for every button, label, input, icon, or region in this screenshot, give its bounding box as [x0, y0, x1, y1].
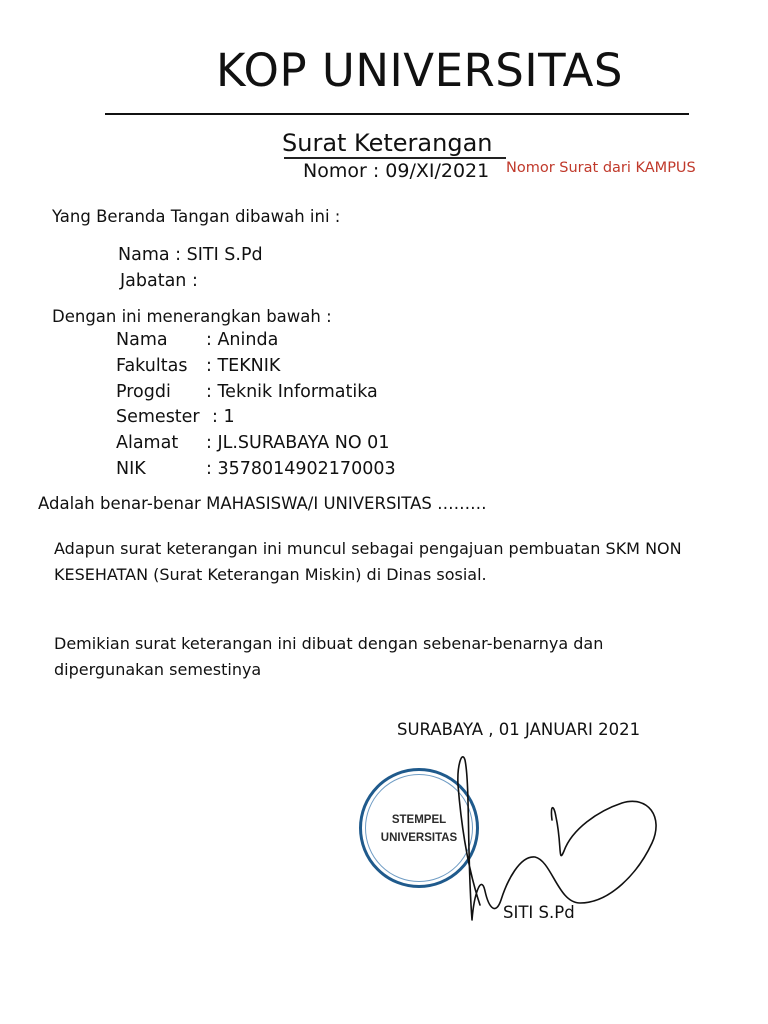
field-value-alamat: : JL.SURABAYA NO 01 [206, 433, 390, 453]
signatory-intro: Yang Beranda Tangan dibawah ini : [52, 207, 341, 226]
field-value-semester: : 1 [212, 407, 235, 427]
student-intro: Dengan ini menerangkan bawah : [52, 307, 332, 326]
stamp-text: STEMPEL UNIVERSITAS [380, 814, 458, 844]
field-row-nik [116, 459, 436, 483]
field-label-nama: Nama [116, 330, 168, 350]
field-row-fakultas [116, 356, 436, 380]
field-row-alamat [116, 433, 436, 457]
field-value-nik: : 3578014902170003 [206, 459, 396, 479]
field-value-fakultas: : TEKNIK [206, 356, 281, 376]
field-row-semester [116, 407, 436, 431]
field-value-progdi: : Teknik Informatika [206, 382, 378, 402]
document-title: Surat Keterangan [282, 129, 493, 157]
statement-line: Adalah benar-benar MAHASISWA/I UNIVERSITAS ……… [38, 494, 487, 513]
signatory-name: Nama : SITI S.Pd [118, 245, 263, 265]
place-and-date: SURABAYA , 01 JANUARI 2021 [397, 720, 641, 739]
document-number: Nomor : 09/XI/2021 [303, 160, 490, 182]
letterhead-rule [105, 113, 689, 115]
field-label-semester: Semester [116, 407, 200, 427]
signatory-position: Jabatan : [120, 271, 198, 291]
closing-paragraph: Demikian surat keterangan ini dibuat dengan sebenar-benarnya dan dipergunakan semestinya [54, 634, 604, 679]
letterhead-title: KOP UNIVERSITAS [216, 44, 623, 97]
field-row-progdi [116, 382, 436, 406]
document-number-note: Nomor Surat dari KAMPUS [506, 160, 696, 176]
field-value-nama: : Aninda [206, 330, 279, 350]
field-label-nik: NIK [116, 459, 146, 479]
field-row-nama [116, 330, 436, 354]
field-label-alamat: Alamat [116, 433, 179, 453]
field-label-progdi: Progdi [116, 382, 171, 402]
document-title-underline [284, 157, 506, 159]
purpose-paragraph: Adapun surat keterangan ini muncul sebagai pengajuan pembuatan SKM NON KESEHATAN (Surat Keterangan Miskin) di Dinas sosial. [54, 539, 682, 584]
field-label-fakultas: Fakultas [116, 356, 188, 376]
signer-name: SITI S.Pd [503, 903, 575, 922]
